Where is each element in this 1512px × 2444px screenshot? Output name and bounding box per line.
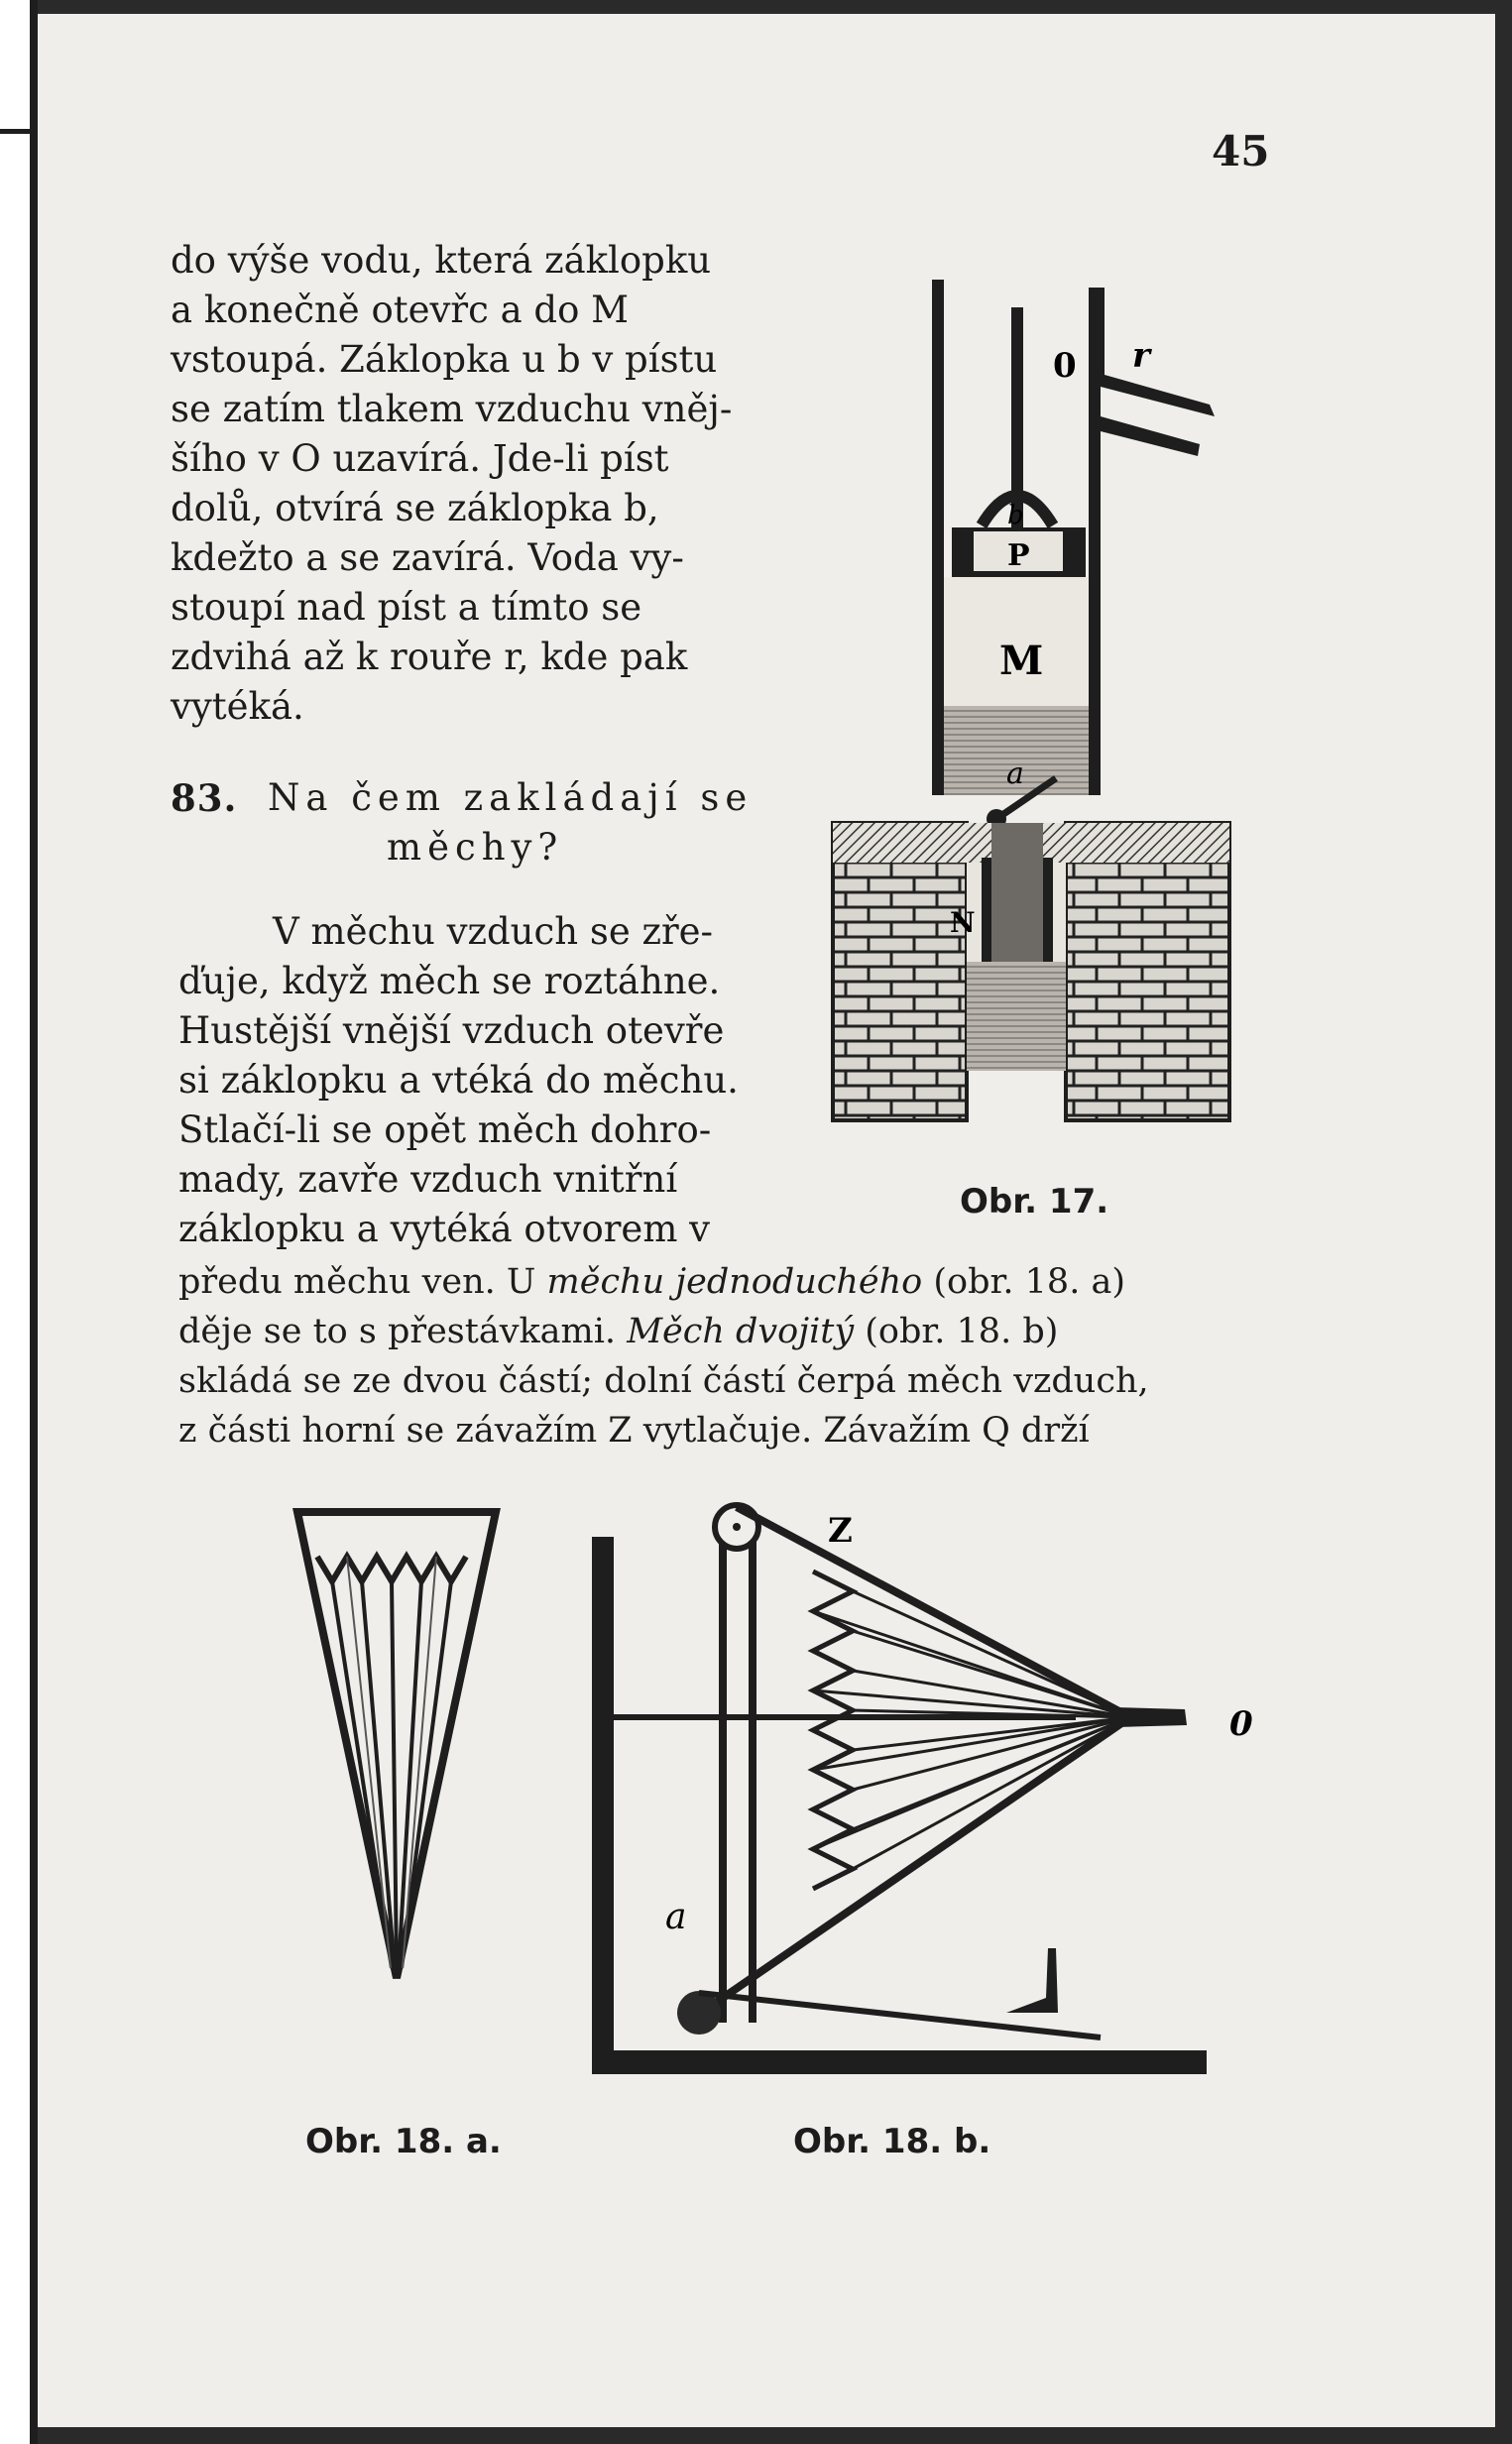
label-b: b — [1007, 501, 1024, 530]
text-span: (obr. 18. b) — [854, 1312, 1059, 1351]
text-line: V měchu vzduch se zře- — [273, 910, 714, 953]
text-line: Stlačí-li se opět měch dohro- — [178, 1108, 712, 1151]
figure-18b-caption: Obr. 18. b. — [793, 2122, 991, 2161]
text-line: kdežto a se zavírá. Voda vy- — [171, 536, 684, 579]
figure-17-pump-diagram — [823, 268, 1239, 1160]
text-line: ďuje, když měch se roztáhne. — [178, 960, 721, 1002]
figure-18b-double-bellows — [580, 1497, 1274, 2082]
text-line: Hustější vnější vzduch otevře — [178, 1009, 725, 1052]
question-line: Na čem zakládají se — [268, 776, 754, 819]
text-span: předu měchu ven. U — [178, 1262, 547, 1302]
text-line: skládá se ze dvou částí; dolní částí čerpá měch vzduch, — [178, 1361, 1149, 1401]
binding-notch — [0, 129, 34, 134]
scan-border-right — [1495, 0, 1512, 2444]
label-o: 0 — [1053, 346, 1077, 386]
page-number: 45 — [1212, 127, 1270, 175]
label-r: r — [1132, 336, 1150, 376]
figure-18a-simple-bellows — [288, 1502, 506, 1988]
text-line: z části horní se závažím Z vytlačuje. Závažím Q drží — [178, 1411, 1090, 1451]
text-line: šího v O uzavírá. Jde-li píst — [171, 437, 669, 480]
question-line: měchy? — [387, 826, 564, 869]
italic-term: Měch dvojitý — [627, 1312, 855, 1351]
text-line: si záklopku a vtéká do měchu. — [178, 1059, 739, 1102]
text-line: záklopku a vytéká otvorem v — [178, 1208, 711, 1250]
text-span: (obr. 18. a) — [922, 1262, 1125, 1302]
scan-border-bottom — [0, 2427, 1512, 2444]
binding-rule — [30, 0, 38, 2444]
figure-17-caption: Obr. 17. — [960, 1182, 1109, 1222]
label-p: P — [1007, 538, 1030, 573]
label-a: a — [665, 1897, 687, 1937]
text-line: vstoupá. Záklopka u b v pístu — [171, 338, 718, 381]
figure-18a-caption: Obr. 18. a. — [305, 2122, 502, 2161]
text-line: mady, zavře vzduch vnitřní — [178, 1158, 678, 1201]
text-line: zdvihá až k rouře r, kde pak — [171, 636, 688, 678]
italic-term: měchu jednoduchého — [546, 1262, 923, 1302]
label-z: Z — [828, 1511, 853, 1551]
text-span: děje se to s přestávkami. — [178, 1312, 628, 1351]
text-line: stoupí nad píst a tímto se — [171, 586, 642, 629]
text-line: do výše vodu, která záklopku — [171, 239, 712, 282]
label-n: N — [950, 906, 976, 939]
text-line — [178, 1307, 1058, 1356]
text-line — [178, 1257, 1125, 1307]
label-m: M — [999, 638, 1044, 684]
text-line: se zatím tlakem vzduchu vněj- — [171, 388, 733, 430]
question-number: 83. — [171, 776, 238, 820]
text-line: dolů, otvírá se záklopka b, — [171, 487, 659, 529]
text-line: vytéká. — [171, 685, 304, 728]
label-o: 0 — [1229, 1704, 1253, 1744]
text-line: a konečně otevřc a do M — [171, 289, 629, 331]
label-a: a — [1006, 756, 1024, 791]
scan-border-top — [0, 0, 1512, 14]
